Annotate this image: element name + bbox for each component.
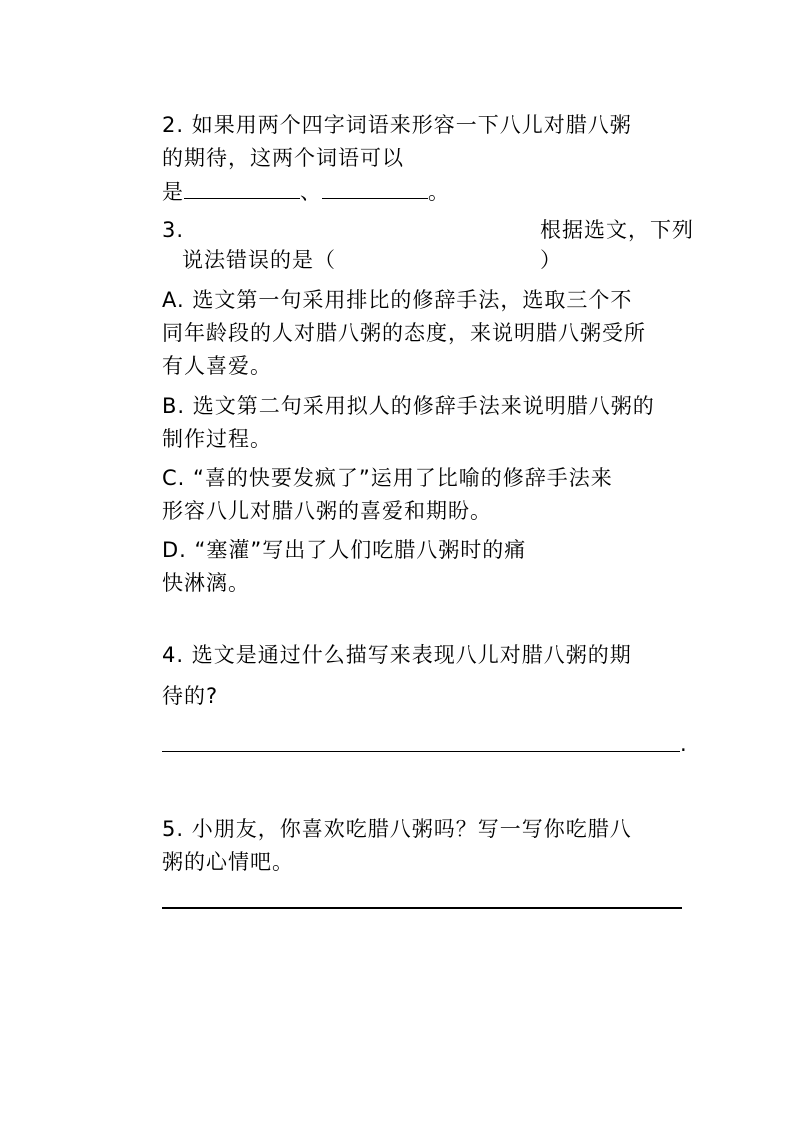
q4-line-2: 待的? — [162, 684, 219, 708]
q3-option-a-line-1: A. 选文第一句采用排比的修辞手法，选取三个不 — [162, 288, 633, 312]
q5-line-1: 5. 小朋友，你喜欢吃腊八粥吗？写一写你吃腊八 — [162, 817, 632, 841]
q3-number: 3. — [162, 218, 185, 242]
q3-close-paren: ） — [540, 248, 562, 272]
q2-separator: 、 — [300, 180, 322, 204]
q4-answer-line[interactable] — [162, 751, 680, 752]
q5-answer-line[interactable] — [162, 907, 682, 909]
q3-option-a-line-2: 同年龄段的人对腊八粥的态度，来说明腊八粥受所 — [162, 321, 646, 345]
q2-answer-blank-2[interactable] — [322, 178, 428, 199]
q3-stem-right: 根据选文，下列 — [540, 218, 694, 242]
q2-prefix: 是 — [162, 180, 184, 204]
q2-line-3 — [162, 177, 450, 207]
q3-option-d-line-2: 快淋漓。 — [162, 571, 250, 595]
q3-option-b-line-1: B. 选文第二句采用拟人的修辞手法来说明腊八粥的 — [162, 394, 655, 418]
q3-option-c-line-1: C. “喜的快要发疯了”运用了比喻的修辞手法来 — [162, 466, 613, 490]
q4-end-dot: . — [680, 732, 688, 756]
q5-line-2: 粥的心情吧。 — [162, 850, 294, 874]
q3-stem-left: 说法错误的是（ — [182, 248, 336, 272]
q2-line-2: 的期待，这两个词语可以 — [162, 146, 404, 170]
q3-option-b-line-2: 制作过程。 — [162, 427, 272, 451]
q4-line-1: 4. 选文是通过什么描写来表现八儿对腊八粥的期 — [162, 643, 632, 667]
q3-option-d-line-1: D. “塞灌”写出了人们吃腊八粥时的痛 — [162, 538, 527, 562]
q2-end: 。 — [428, 180, 450, 204]
q3-option-a-line-3: 有人喜爱。 — [162, 354, 272, 378]
q3-option-c-line-2: 形容八儿对腊八粥的喜爱和期盼。 — [162, 499, 492, 523]
q2-answer-blank-1[interactable] — [184, 178, 300, 199]
q2-line-1: 2. 如果用两个四字词语来形容一下八儿对腊八粥 — [162, 113, 632, 137]
